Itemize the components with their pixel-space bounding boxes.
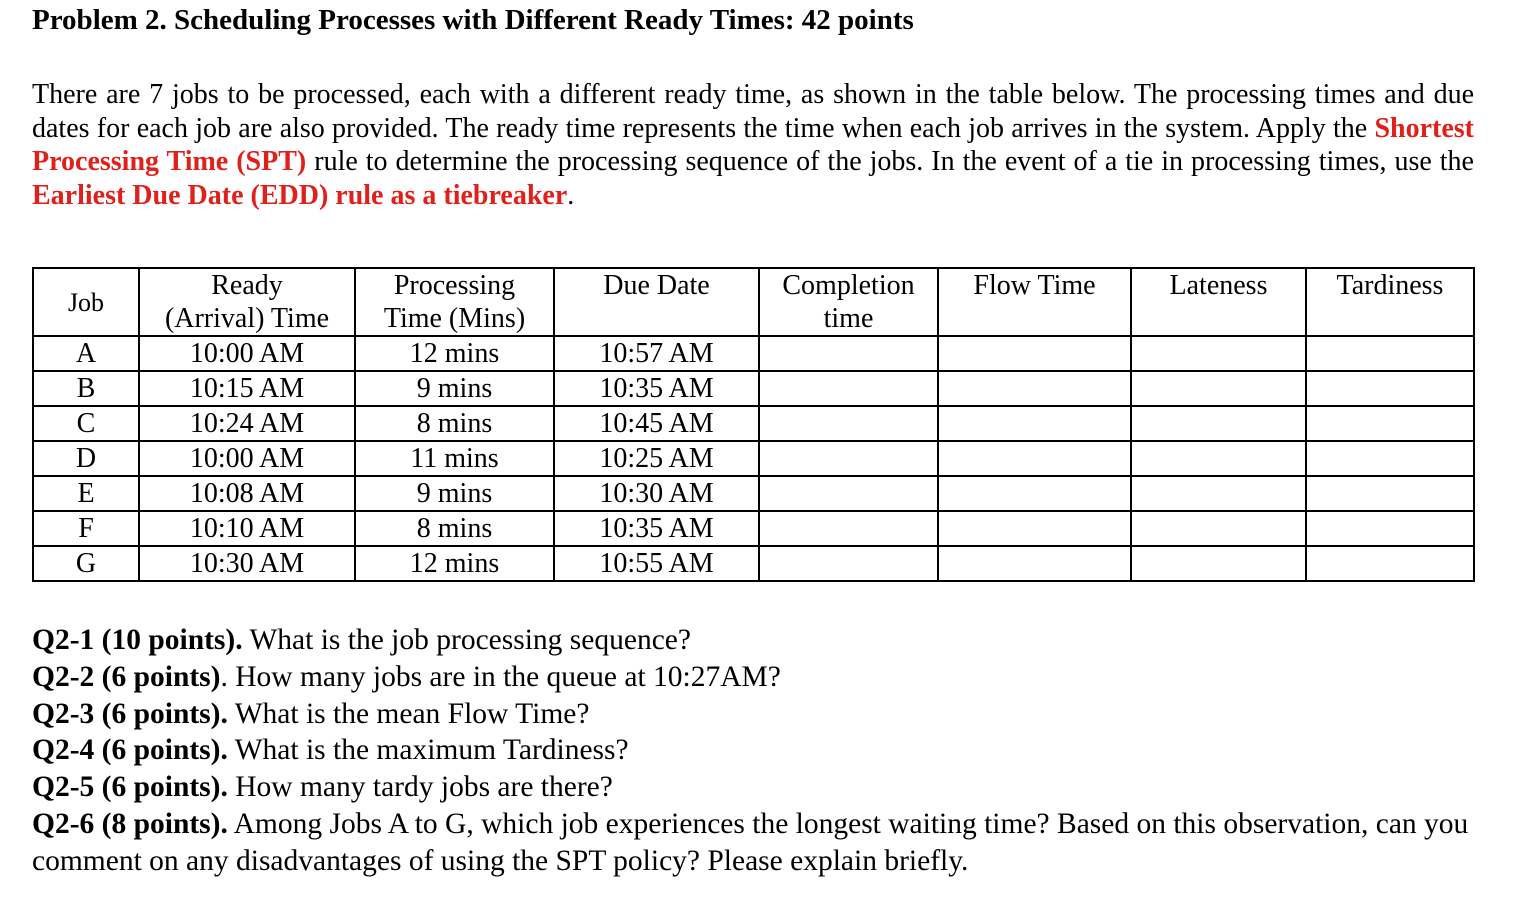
table-row (33, 546, 1474, 581)
cell-job: A (33, 336, 139, 371)
cell-completion[interactable] (759, 371, 938, 406)
cell-proc: 9 mins (355, 371, 554, 406)
cell-proc: 9 mins (355, 476, 554, 511)
header-ready-time (139, 268, 355, 336)
header-tardiness: Tardiness (1306, 268, 1474, 336)
cell-lateness[interactable] (1131, 406, 1306, 441)
cell-tardiness[interactable] (1306, 441, 1474, 476)
table-row (33, 371, 1474, 406)
cell-due: 10:57 AM (554, 336, 759, 371)
cell-flow[interactable] (938, 336, 1131, 371)
cell-tardiness[interactable] (1306, 406, 1474, 441)
question-label: Q2-3 (6 points). (32, 697, 228, 730)
table-row (33, 406, 1474, 441)
cell-lateness[interactable] (1131, 476, 1306, 511)
intro-text-3: . (567, 179, 575, 211)
header-completion-line1: Completion (782, 270, 915, 301)
cell-due: 10:35 AM (554, 511, 759, 546)
header-job: Job (33, 268, 139, 336)
cell-ready: 10:10 AM (139, 511, 355, 546)
table-row (33, 476, 1474, 511)
cell-completion[interactable] (759, 406, 938, 441)
jobs-table (32, 267, 1475, 582)
cell-ready: 10:15 AM (139, 371, 355, 406)
cell-due: 10:25 AM (554, 441, 759, 476)
header-lateness: Lateness (1131, 268, 1306, 336)
edd-highlight: Earliest Due Date (EDD) rule as a tiebreaker (32, 179, 568, 211)
questions-list (32, 622, 1482, 880)
cell-lateness[interactable] (1131, 336, 1306, 371)
question-q2-6 (32, 806, 1482, 880)
cell-proc: 8 mins (355, 406, 554, 441)
cell-tardiness[interactable] (1306, 371, 1474, 406)
cell-lateness[interactable] (1131, 371, 1306, 406)
cell-due: 10:45 AM (554, 406, 759, 441)
cell-due: 10:55 AM (554, 546, 759, 581)
question-text: What is the job processing sequence? (242, 624, 691, 656)
question-q2-4 (32, 732, 1482, 769)
cell-completion[interactable] (759, 336, 938, 371)
question-text: What is the mean Flow Time? (227, 697, 590, 730)
cell-flow[interactable] (938, 511, 1131, 546)
spt-highlight: Shortest Processing Time (SPT) (32, 112, 1474, 177)
table-row (33, 441, 1474, 476)
cell-ready: 10:00 AM (139, 336, 355, 371)
cell-job: C (33, 406, 139, 441)
table-header-row (33, 268, 1474, 336)
header-ready-line2: (Arrival) Time (164, 303, 330, 334)
cell-lateness[interactable] (1131, 441, 1306, 476)
question-q2-3 (32, 696, 1482, 733)
cell-ready: 10:00 AM (139, 441, 355, 476)
header-completion-time (759, 268, 938, 336)
header-processing-time (355, 268, 554, 336)
question-label: Q2-5 (6 points). (32, 771, 228, 804)
cell-lateness[interactable] (1131, 546, 1306, 581)
cell-completion[interactable] (759, 476, 938, 511)
header-completion-line2: time (823, 303, 874, 334)
question-label: Q2-1 (10 points). (32, 624, 243, 656)
cell-tardiness[interactable] (1306, 511, 1474, 546)
question-q2-1 (32, 622, 1482, 659)
question-text: How many tardy jobs are there? (227, 771, 613, 804)
question-label: Q2-6 (8 points). (32, 807, 228, 840)
problem-description (32, 78, 1474, 212)
cell-completion[interactable] (759, 546, 938, 581)
intro-text-2: rule to determine the processing sequence of the jobs. In the event of a tie in processing times, use the (306, 146, 1474, 177)
cell-proc: 12 mins (355, 336, 554, 371)
cell-flow[interactable] (938, 476, 1131, 511)
cell-job: G (33, 546, 139, 581)
table-row (33, 336, 1474, 371)
cell-job: D (33, 441, 139, 476)
cell-job: B (33, 371, 139, 406)
cell-flow[interactable] (938, 441, 1131, 476)
cell-proc: 11 mins (355, 441, 554, 476)
question-label: Q2-2 (6 points) (32, 660, 221, 693)
question-text: What is the maximum Tardiness? (227, 734, 629, 767)
cell-flow[interactable] (938, 371, 1131, 406)
cell-due: 10:35 AM (554, 371, 759, 406)
cell-completion[interactable] (759, 511, 938, 546)
header-proc-line2: Time (Mins) (383, 303, 526, 334)
problem-title: Problem 2. Scheduling Processes with Different Ready Times: 42 points (32, 4, 914, 36)
question-q2-5 (32, 769, 1482, 806)
cell-ready: 10:24 AM (139, 406, 355, 441)
cell-job: E (33, 476, 139, 511)
table-row (33, 511, 1474, 546)
cell-tardiness[interactable] (1306, 336, 1474, 371)
question-q2-2 (32, 659, 1482, 696)
cell-proc: 8 mins (355, 511, 554, 546)
header-due-date: Due Date (554, 268, 759, 336)
cell-completion[interactable] (759, 441, 938, 476)
question-label: Q2-4 (6 points). (32, 734, 228, 767)
cell-flow[interactable] (938, 546, 1131, 581)
cell-tardiness[interactable] (1306, 546, 1474, 581)
cell-lateness[interactable] (1131, 511, 1306, 546)
cell-due: 10:30 AM (554, 476, 759, 511)
cell-tardiness[interactable] (1306, 476, 1474, 511)
header-flow-time: Flow Time (938, 268, 1131, 336)
question-text: . How many jobs are in the queue at 10:27AM? (220, 660, 781, 693)
cell-job: F (33, 511, 139, 546)
header-proc-line1: Processing (393, 270, 516, 301)
cell-proc: 12 mins (355, 546, 554, 581)
header-ready-line1: Ready (211, 270, 283, 301)
cell-flow[interactable] (938, 406, 1131, 441)
question-text: Among Jobs A to G, which job experiences the longest waiting time? Based on this observation, can you comment on any disadvantages of using the SPT policy? Please explain briefly. (32, 807, 1469, 877)
intro-text-1: There are 7 jobs to be processed, each with a different ready time, as shown in the table below. The processing times and due dates for each job are also provided. The ready time represents the time when each job arrives in the system. Apply the (32, 79, 1474, 144)
cell-ready: 10:30 AM (139, 546, 355, 581)
cell-ready: 10:08 AM (139, 476, 355, 511)
